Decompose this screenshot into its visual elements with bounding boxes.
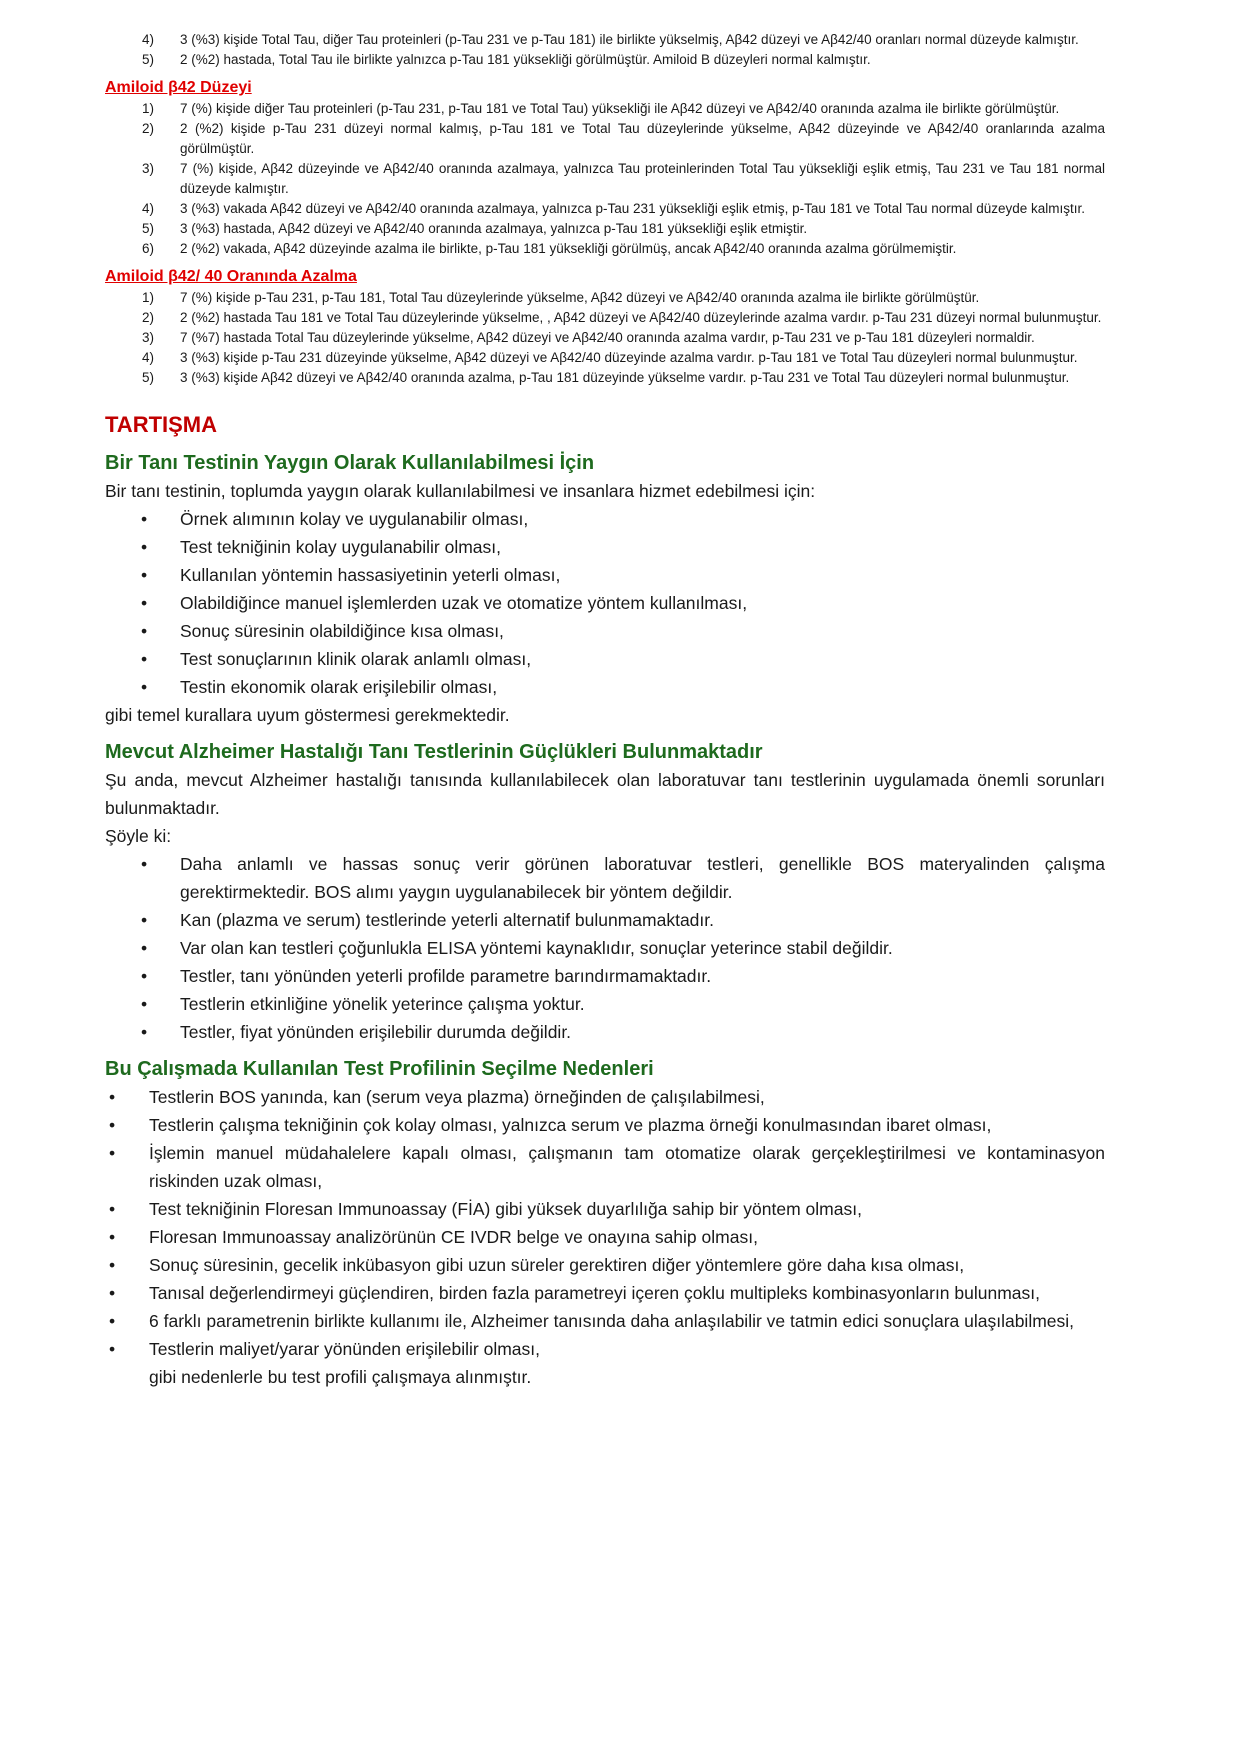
amiloid42-heading: Amiloid β42 Düzeyi <box>105 79 252 96</box>
list-item: • Sonuç süresinin olabildiğince kısa olması, <box>105 617 1105 645</box>
bullet-icon: • <box>109 1227 116 1247</box>
list-item: • Test tekniğinin Floresan Immunoassay (FİA) gibi yüksek duyarlılığa sahip bir yöntem olması, <box>105 1195 1105 1223</box>
bullet-icon: • <box>141 854 148 874</box>
s3-bullet-list <box>105 1083 1105 1363</box>
tau-results-list <box>105 30 1105 70</box>
list-item: • Örnek alımının kolay ve uygulanabilir olması, <box>105 505 1105 533</box>
list-item: 4) 3 (%3) vakada Aβ42 düzeyi ve Aβ42/40 oranında azalmaya, yalnızca p-Tau 231 yüksekliği eşlik etmiş, p-Tau 181 ve Total Tau normal düzeyde kalmıştır. <box>142 201 1086 216</box>
bullet-icon: • <box>141 938 148 958</box>
list-item: • İşlemin manuel müdahalelere kapalı olması, çalışmanın tam otomatize olarak gerçekleştirilmesi ve kontaminasyon riskinden uzak olması, <box>105 1139 1105 1195</box>
bullet-icon: • <box>141 677 148 697</box>
list-item: • Test sonuçlarının klinik olarak anlamlı olması, <box>105 645 1105 673</box>
list-item: • Daha anlamlı ve hassas sonuç verir görünen laboratuvar testleri, genellikle BOS materyalinden çalışma gerektirmektedir. BOS alımı yaygın uygulanabilecek bir yöntem değildir. <box>105 850 1105 906</box>
bullet-icon: • <box>109 1255 116 1275</box>
list-item: • Testin ekonomik olarak erişilebilir olması, <box>105 673 1105 701</box>
s1-bullet-list <box>105 505 1105 701</box>
list-item: • Kan (plazma ve serum) testlerinde yeterli alternatif bulunmamaktadır. <box>105 906 1105 934</box>
list-item: • Testlerin çalışma tekniğinin çok kolay olması, yalnızca serum ve plazma örneği konulmasından ibaret olması, <box>105 1111 1105 1139</box>
s1-outro: gibi temel kurallara uyum göstermesi gerekmektedir. <box>105 705 510 725</box>
list-item: 3) 7 (%7) hastada Total Tau düzeylerinde yükselme, Aβ42 düzeyi ve Aβ42/40 oranında azalma vardır, p-Tau 231 ve p-Tau 181 düzeyleri normaldir. <box>142 330 1035 345</box>
s2-intro2: Şöyle ki: <box>105 826 172 846</box>
s1-intro: Bir tanı testinin, toplumda yaygın olarak kullanılabilmesi ve insanlara hizmet edebilmesi için: <box>105 481 816 501</box>
bullet-icon: • <box>109 1311 116 1331</box>
bullet-icon: • <box>109 1283 116 1303</box>
list-item: 5) 3 (%3) kişide Aβ42 düzeyi ve Aβ42/40 oranında azalma, p-Tau 181 düzeyinde yükselme vardır. p-Tau 231 ve Total Tau düzeyleri normal bulunmuştur. <box>142 370 1070 385</box>
ratio-heading: Amiloid β42/ 40 Oranında Azalma <box>105 268 357 285</box>
list-item: • Testler, tanı yönünden yeterli profilde parametre barındırmamaktadır. <box>105 962 1105 990</box>
s3-heading: Bu Çalışmada Kullanılan Test Profilinin Seçilme Nedenleri <box>105 1058 654 1080</box>
list-item: 5) 2 (%2) hastada, Total Tau ile birlikte yalnızca p-Tau 181 yüksekliği görülmüştür. Amiloid B düzeyleri normal kalmıştır. <box>142 52 871 67</box>
list-item: • Test tekniğinin kolay uygulanabilir olması, <box>105 533 1105 561</box>
list-item: 1) 7 (%) kişide p-Tau 231, p-Tau 181, Total Tau düzeylerinde yükselme, Aβ42 düzeyi ve Aβ42/40 oranında azalma ile birlikte görülmüştür. <box>142 290 980 305</box>
bullet-icon: • <box>141 593 148 613</box>
list-item: 2) 2 (%2) hastada Tau 181 ve Total Tau düzeylerinde yükselme, , Aβ42 düzeyi ve Aβ42/40 düzeylerinde azalma vardır. p-Tau 231 düzeyi normal bulunmuştur. <box>142 310 1102 325</box>
s3-outro: gibi nedenlerle bu test profili çalışmaya alınmıştır. <box>149 1367 532 1387</box>
list-item: • Var olan kan testleri çoğunlukla ELISA yöntemi kaynaklıdır, sonuçlar yeterince stabil değildir. <box>105 934 1105 962</box>
list-item: 4) 3 (%3) kişide Total Tau, diğer Tau proteinleri (p-Tau 231 ve p-Tau 181) ile birlikte yükselmiş, Aβ42 düzeyi ve Aβ42/40 oranları normal düzeyde kalmıştır. <box>142 32 1079 47</box>
list-item: • Floresan Immunoassay analizörünün CE IVDR belge ve onayına sahip olması, <box>105 1223 1105 1251</box>
list-item: • Olabildiğince manuel işlemlerden uzak ve otomatize yöntem kullanılması, <box>105 589 1105 617</box>
bullet-icon: • <box>109 1339 116 1359</box>
list-item: 1) 7 (%) kişide diğer Tau proteinleri (p-Tau 231, p-Tau 181 ve Total Tau) yüksekliği ile Aβ42 düzeyi ve Aβ42/40 oranında azalma ile birlikte görülmüştür. <box>142 101 1060 116</box>
list-item: • Testlerin maliyet/yarar yönünden erişilebilir olması, <box>105 1335 1105 1363</box>
list-item: • Tanısal değerlendirmeyi güçlendiren, birden fazla parametreyi içeren çoklu multipleks kombinasyonların bulunması, <box>105 1279 1105 1307</box>
bullet-icon: • <box>141 621 148 641</box>
bullet-icon: • <box>109 1143 116 1163</box>
bullet-icon: • <box>141 910 148 930</box>
ratio-list <box>105 288 1105 388</box>
list-item: • Testlerin BOS yanında, kan (serum veya plazma) örneğinden de çalışılabilmesi, <box>105 1083 1105 1111</box>
bullet-icon: • <box>109 1087 116 1107</box>
list-item: • 6 farklı parametrenin birlikte kullanımı ile, Alzheimer tanısında daha anlaşılabilir ve tatmin edici sonuçlara ulaşılabilmesi, <box>105 1307 1105 1335</box>
bullet-icon: • <box>141 994 148 1014</box>
bullet-icon: • <box>141 537 148 557</box>
bullet-icon: • <box>109 1115 116 1135</box>
bullet-icon: • <box>141 509 148 529</box>
s2-intro: Şu anda, mevcut Alzheimer hastalığı tanısında kullanılabilecek olan laboratuvar tanı testlerinin uygulamada önemli sorunları bulunmaktadır. <box>105 770 1105 818</box>
list-item: 4) 3 (%3) kişide p-Tau 231 düzeyinde yükselme, Aβ42 düzeyi ve Aβ42/40 düzeyinde azalma vardır. p-Tau 181 ve Total Tau düzeyleri normal bulunmuştur. <box>142 350 1078 365</box>
list-item: • Kullanılan yöntemin hassasiyetinin yeterli olması, <box>105 561 1105 589</box>
discussion-heading: TARTIŞMA <box>105 412 218 437</box>
list-item: • Testler, fiyat yönünden erişilebilir durumda değildir. <box>105 1018 1105 1046</box>
list-item: 2) 2 (%2) kişide p-Tau 231 düzeyi normal kalmış, p-Tau 181 ve Total Tau düzeylerinde yükselme, Aβ42 düzeyinde ve Aβ42/40 oranlarında azalma görülmüştür. <box>142 121 1105 156</box>
bullet-icon: • <box>141 649 148 669</box>
list-item: 6) 2 (%2) vakada, Aβ42 düzeyinde azalma ile birlikte, p-Tau 181 yüksekliği görülmüş, ancak Aβ42/40 oranında azalma görülmemiştir. <box>142 241 957 256</box>
list-item: 3) 7 (%) kişide, Aβ42 düzeyinde ve Aβ42/40 oranında azalmaya, yalnızca Tau proteinlerinden Total Tau yüksekliği eşlik etmiş, Tau 231 ve Tau 181 normal düzeyde kalmıştır. <box>142 161 1105 196</box>
amiloid42-list <box>105 99 1105 259</box>
list-item: • Testlerin etkinliğine yönelik yeterince çalışma yoktur. <box>105 990 1105 1018</box>
s2-bullet-list <box>105 850 1105 1046</box>
bullet-icon: • <box>141 966 148 986</box>
s2-heading: Mevcut Alzheimer Hastalığı Tanı Testlerinin Güçlükleri Bulunmaktadır <box>105 741 763 763</box>
bullet-icon: • <box>141 565 148 585</box>
bullet-icon: • <box>141 1022 148 1042</box>
list-item: • Sonuç süresinin, gecelik inkübasyon gibi uzun süreler gerektiren diğer yöntemlere göre daha kısa olması, <box>105 1251 1105 1279</box>
bullet-icon: • <box>109 1199 116 1219</box>
list-item: 5) 3 (%3) hastada, Aβ42 düzeyi ve Aβ42/40 oranında azalmaya, yalnızca p-Tau 181 yüksekliği eşlik etmiştir. <box>142 221 808 236</box>
s1-heading: Bir Tanı Testinin Yaygın Olarak Kullanılabilmesi İçin <box>105 452 595 474</box>
document-page <box>105 30 1105 1391</box>
